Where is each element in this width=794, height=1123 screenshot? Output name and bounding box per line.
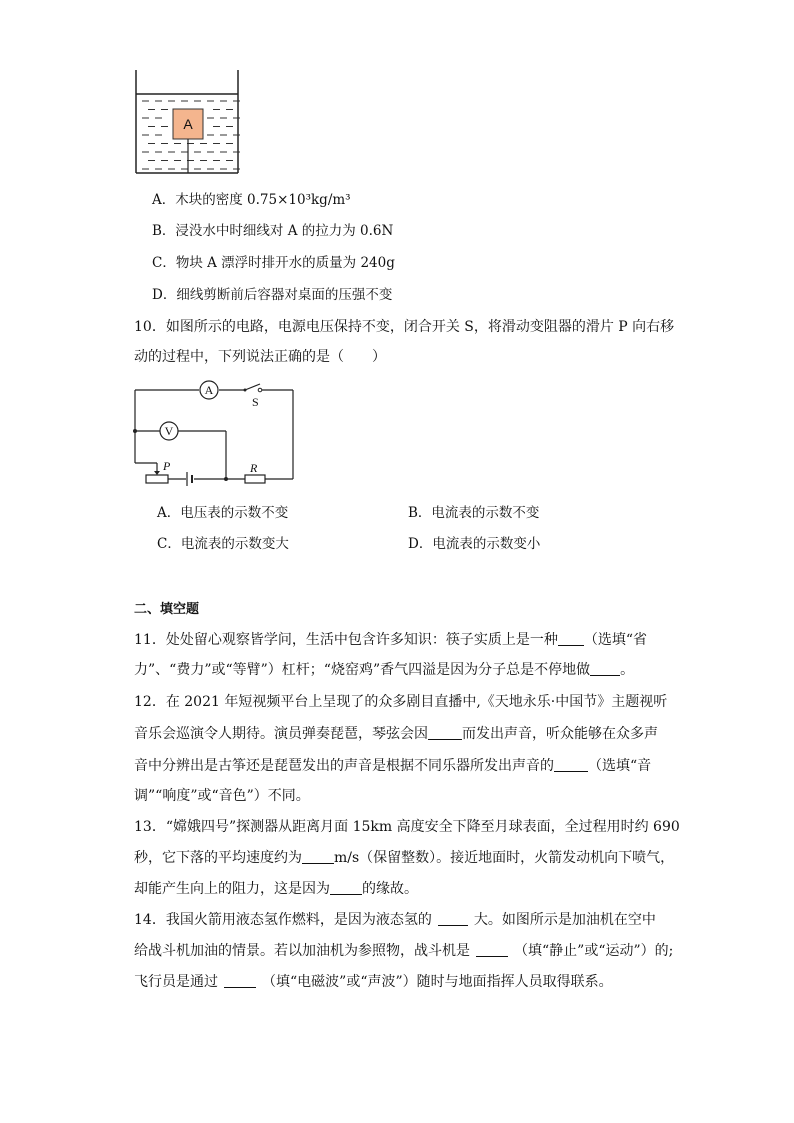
voltmeter-label: V [164,424,174,438]
resistor-label: R [250,461,258,475]
q14-line2: 给战斗机加油的情景。若以加油机为参照物，战斗机是 （填“静止”或“运动”）的; [134,943,674,959]
q12-line2: 音乐会巡演令人期待。演员弹奏琵琶，琴弦会因 而发出声音，听众能够在众多声 [134,726,658,742]
q13-line3: 却能产生向上的阻力，这是因为 的缘故。 [134,881,418,897]
ammeter-label: A [204,383,214,397]
q10-stem-line2: 动的过程中，下列说法正确的是（ ） [134,349,386,365]
q9-option-c: C．物块 A 漂浮时排开水的质量为 240g [152,255,395,271]
q11-line2: 力”、“费力”或“等臂”）杠杆；“烧窑鸡”香气四溢是因为分子总是不停地做 。 [134,662,635,678]
q10-option-c: C．电流表的示数变大 [157,536,289,552]
q12-line4: 调”“响度”或“音色”）不同。 [134,788,310,804]
q13-line1: 13．“嫦娥四号”探测器从距离月面 15km 高度安全下降至月球表面，全过程用时约 690 [134,819,680,835]
q10-option-d: D．电流表的示数变小 [408,536,541,552]
q12-line1: 12．在 2021 年短视频平台上呈现了的众多剧目直播中,《天地永乐·中国节》主题视听 [134,694,668,710]
q12-line3: 音中分辨出是古筝还是琵琶发出的声音是根据不同乐器所发出声音的 （选填“音 [134,758,652,774]
section-heading: 二、填空题 [134,602,200,617]
q9-option-d: D．细线剪断前后容器对桌面的压强不变 [152,287,393,303]
circuit-diagram [130,378,300,490]
q10-option-b: B．电流表的示数不变 [408,505,540,521]
block-label: A [183,116,193,132]
q9-option-b: B．浸没水中时细线对 A 的拉力为 0.6N [152,223,394,239]
q11-line1: 11．处处留心观察皆学问，生活中包含许多知识：筷子实质上是一种 （选填“省 [134,632,647,648]
q10-stem-line1: 10．如图所示的电路，电源电压保持不变，闭合开关 S，将滑动变阻器的滑片 P 向右移 [134,319,675,335]
switch-label: S [252,395,259,409]
tank-figure [134,70,240,174]
q10-option-a: A．电压表的示数不变 [157,505,289,521]
q13-line2: 秒，它下落的平均速度约为 m/s（保留整数）。接近地面时，火箭发动机向下喷气， [134,850,675,866]
slider-label: P [163,459,171,473]
q14-line1: 14．我国火箭用液态氢作燃料，是因为液态氢的 大。如图所示是加油机在空中 [134,912,656,928]
q9-option-a: A．木块的密度 0.75×10³kg/m³ [152,192,351,208]
q14-line3: 飞行员是通过 （填“电磁波”或“声波”）随时与地面指挥人员取得联系。 [134,974,613,990]
